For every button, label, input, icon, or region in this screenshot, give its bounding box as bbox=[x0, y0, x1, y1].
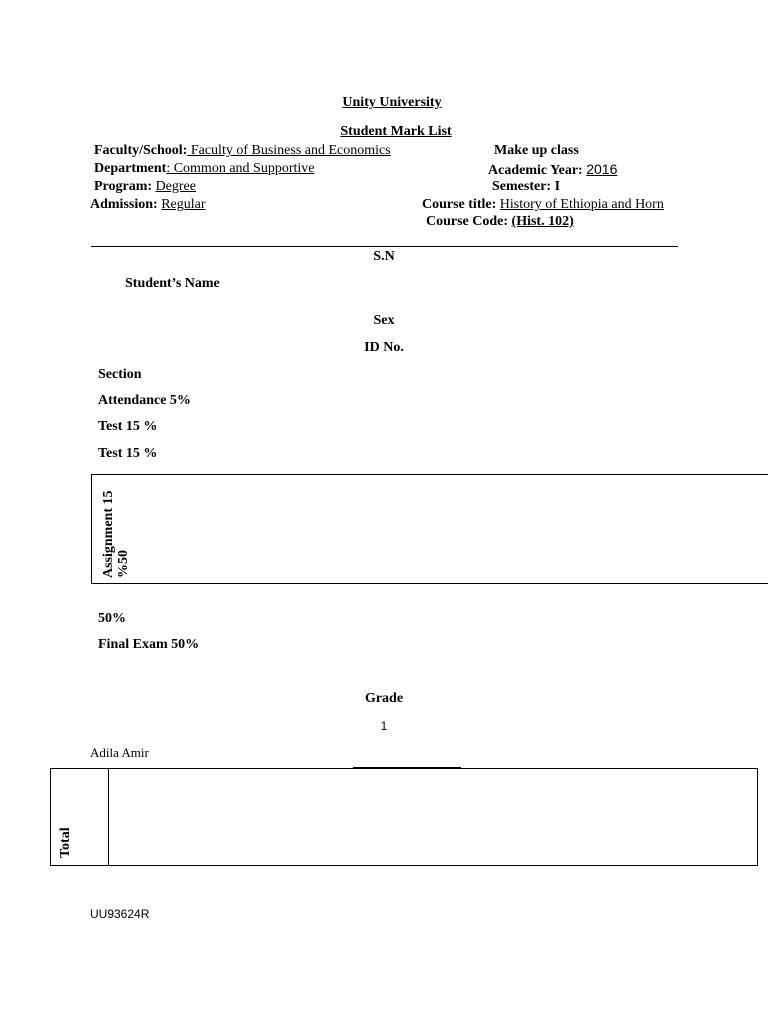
assignment-label-line1: Assignment 15 bbox=[101, 490, 116, 578]
document-title: Student Mark List bbox=[340, 124, 452, 139]
course-code-row bbox=[426, 214, 582, 230]
row-student-id: UU93624R bbox=[90, 907, 150, 921]
academic-year-value: 2016 bbox=[586, 161, 618, 177]
academic-year-row bbox=[488, 161, 617, 179]
attendance-header: Attendance 5% bbox=[98, 393, 191, 408]
course-title-label: Course title: bbox=[422, 197, 497, 212]
header-divider bbox=[91, 246, 678, 247]
course-title-row bbox=[422, 197, 682, 213]
row-sn: 1 bbox=[380, 719, 388, 733]
class-type: Make up class bbox=[494, 143, 579, 158]
department-label: Department bbox=[94, 161, 167, 176]
faculty-row bbox=[94, 143, 391, 159]
student-name-header: Student’s Name bbox=[125, 276, 220, 291]
section-header: Section bbox=[98, 367, 142, 382]
program-label: Program: bbox=[94, 179, 153, 194]
admission-label: Admission: bbox=[90, 197, 158, 212]
course-title-value: History of Ethiopia and Horn bbox=[499, 197, 664, 212]
program-value: Degree bbox=[155, 179, 196, 194]
faculty-value: Faculty of Business and Economics bbox=[187, 143, 391, 158]
total-divider bbox=[108, 768, 109, 866]
sn-header: S.N bbox=[373, 249, 395, 264]
program-row bbox=[94, 179, 196, 195]
course-code-value: (Hist. 102) bbox=[511, 214, 574, 229]
fifty-percent-header: 50% bbox=[98, 611, 126, 626]
final-exam-header: Final Exam 50% bbox=[98, 637, 200, 652]
id-header: ID No. bbox=[364, 340, 404, 355]
semester: Semester: I bbox=[492, 179, 561, 194]
department-row bbox=[94, 161, 314, 177]
admission-row bbox=[90, 197, 206, 213]
assignment-header bbox=[101, 490, 131, 578]
test2-header: Test 15 % bbox=[98, 446, 158, 461]
admission-value: Regular bbox=[161, 197, 206, 212]
academic-year-label: Academic Year: bbox=[488, 163, 583, 178]
total-header: Total bbox=[58, 827, 73, 858]
test1-header: Test 15 % bbox=[98, 419, 158, 434]
total-box bbox=[50, 768, 758, 866]
assignment-box bbox=[91, 474, 768, 584]
grade-header: Grade bbox=[364, 691, 404, 706]
sex-header: Sex bbox=[373, 313, 395, 328]
assignment-label-line2: %50 bbox=[116, 550, 131, 578]
university-name: Unity University bbox=[342, 95, 442, 110]
department-value: : Common and Supportive bbox=[166, 161, 315, 176]
course-code-label: Course Code: bbox=[426, 214, 509, 229]
row-student-name: Adila Amir bbox=[90, 745, 149, 760]
faculty-label: Faculty/School: bbox=[94, 143, 188, 158]
